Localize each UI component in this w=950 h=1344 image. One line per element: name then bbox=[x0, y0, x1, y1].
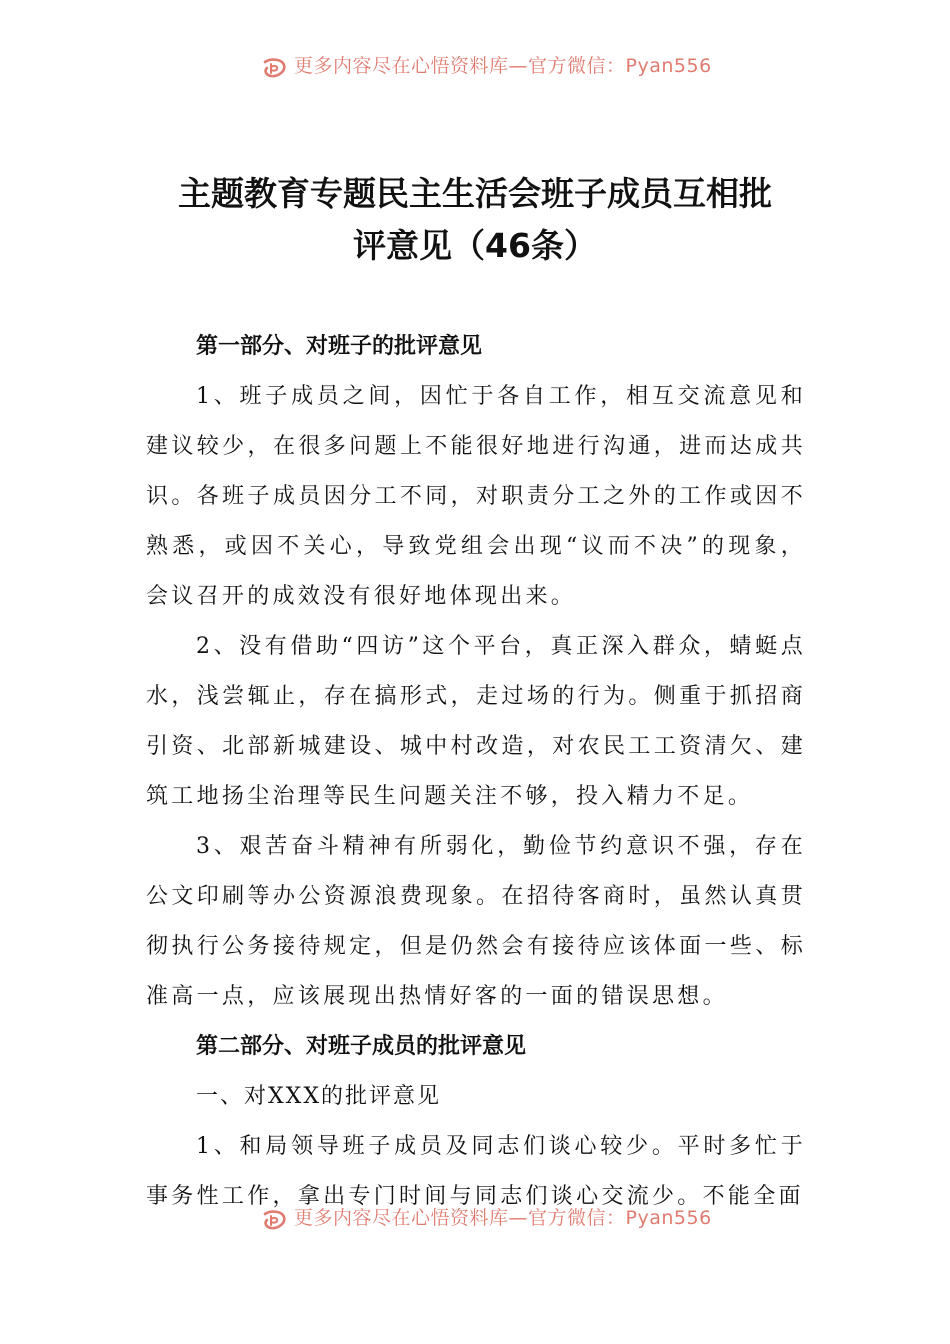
document-body bbox=[146, 322, 806, 1222]
paragraph-item-3: 3、艰苦奋斗精神有所弱化，勤俭节约意识不强，存在公文印刷等办公资源浪费现象。在招待客商时，虽然认真贯彻执行公务接待规定，但是仍然会有接待应该体面一些、标准高一点，应该展现出热情好客的一面的错误思想。 bbox=[146, 834, 806, 1009]
section-heading-1: 第一部分、对班子的批评意见 bbox=[196, 334, 483, 359]
section-heading-2: 第二部分、对班子成员的批评意见 bbox=[196, 1034, 527, 1059]
sub-heading-xxx: 一、对XXX的批评意见 bbox=[196, 1084, 441, 1109]
paragraph-item-1: 1、班子成员之间，因忙于各自工作，相互交流意见和建议较少，在很多问题上不能很好地进行沟通，进而达成共识。各班子成员因分工不同，对职责分工之外的工作或因不熟悉，或因不关心，导致党组会出现“议而不决”的现象，会议召开的成效没有很好地体现出来。 bbox=[146, 384, 806, 609]
logo-icon bbox=[262, 1210, 288, 1232]
paragraph-item-2: 2、没有借助“四访”这个平台，真正深入群众，蜻蜓点水，浅尝辄止，存在搞形式，走过场的行为。侧重于抓招商引资、北部新城建设、城中村改造，对农民工工资清欠、建筑工地扬尘治理等民生问题关注不够，投入精力不足。 bbox=[146, 634, 806, 809]
watermark-text: 更多内容尽在心悟资料库—官方微信：Pyan556 bbox=[294, 56, 712, 77]
logo-icon bbox=[262, 58, 288, 80]
document-title-line-2: 评意见（46条） bbox=[353, 226, 597, 265]
watermark-footer bbox=[262, 1208, 712, 1234]
paragraph-item-xxx-1: 1、和局领导班子成员及同志们谈心较少。平时多忙于事务性工作，拿出专门时间与同志们谈心交流少。不能全面 bbox=[146, 1134, 806, 1209]
document-title-line-1: 主题教育专题民主生活会班子成员互相批 bbox=[178, 174, 772, 213]
watermark-header bbox=[262, 56, 712, 82]
watermark-text: 更多内容尽在心悟资料库—官方微信：Pyan556 bbox=[294, 1208, 712, 1229]
